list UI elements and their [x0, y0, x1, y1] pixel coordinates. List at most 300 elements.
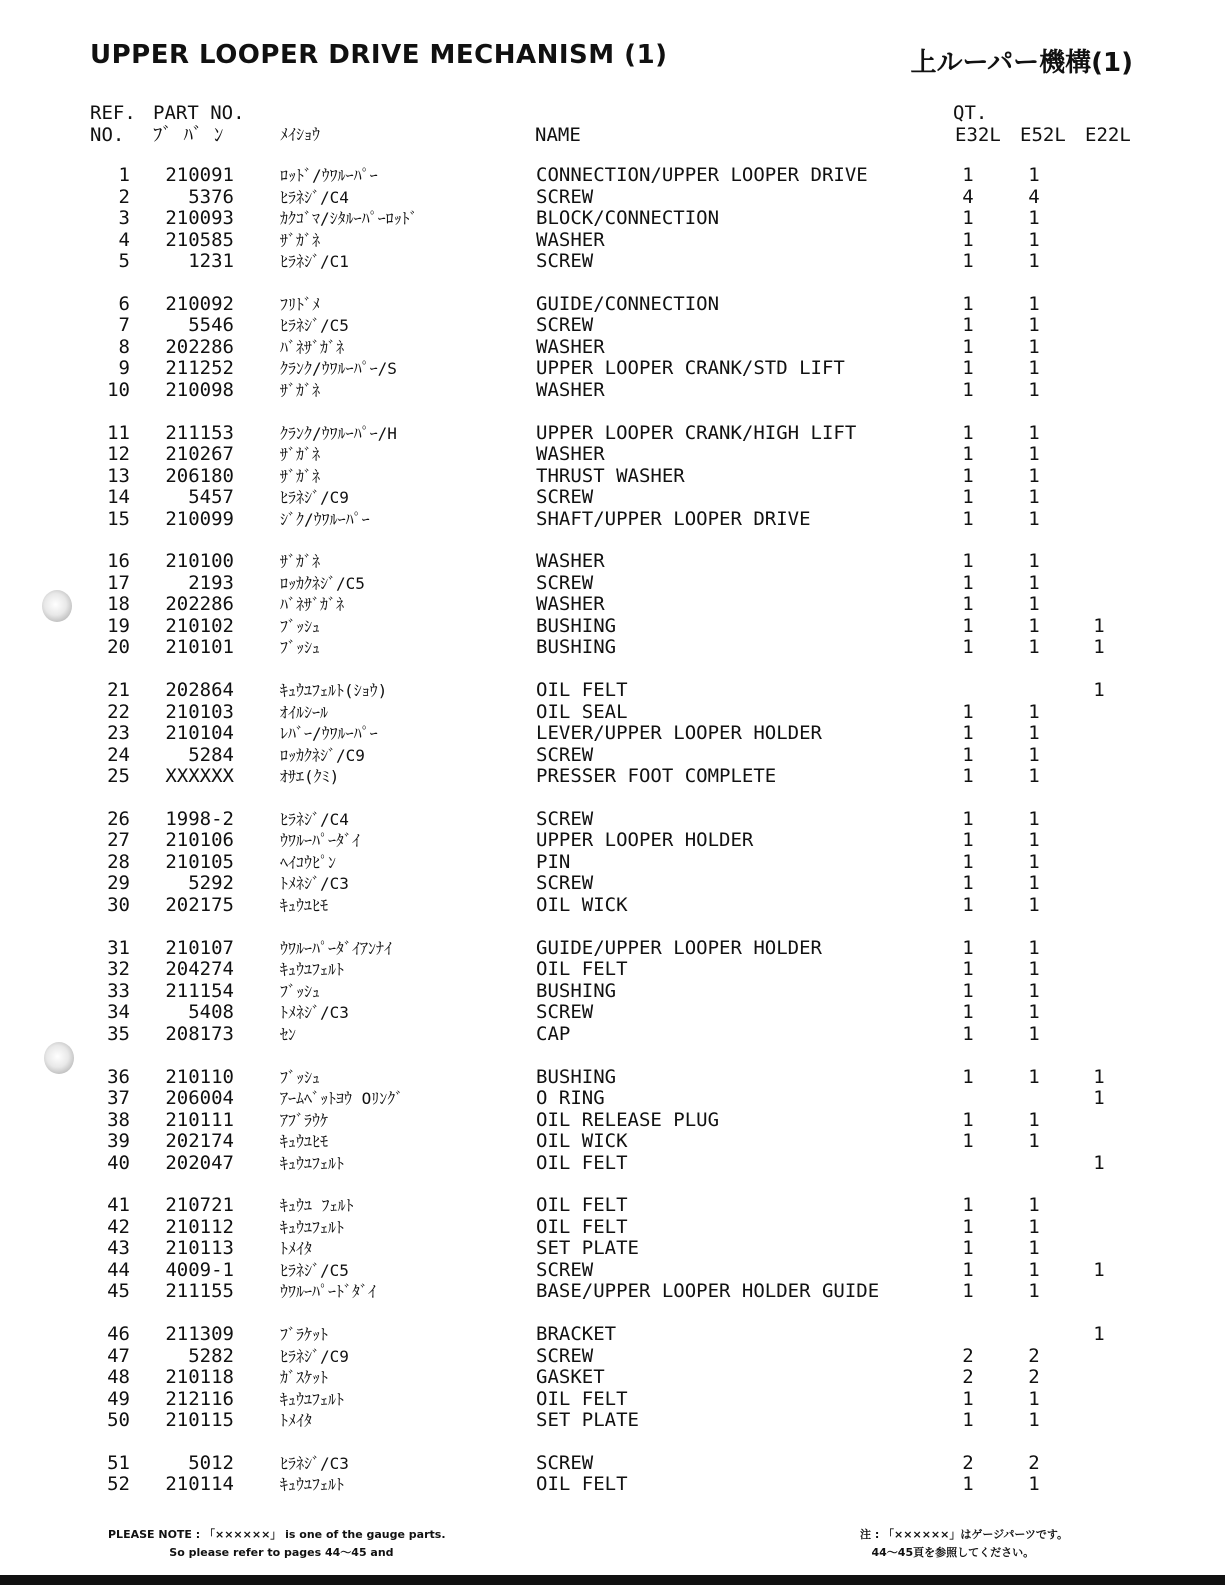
meisho: ｻﾞｶﾞﾈ: [280, 380, 321, 400]
part-no: 210104: [165, 722, 234, 745]
part-name: SCREW: [536, 486, 594, 509]
meisho: ｾﾝ: [280, 1024, 297, 1044]
qty-e32l: 1: [962, 1409, 974, 1432]
part-no: 202175: [165, 893, 234, 916]
meisho: ﾋﾗﾈｼﾞ/C5: [280, 316, 349, 336]
part-no: 1998-2: [165, 807, 234, 830]
ref-no: 20: [107, 636, 130, 659]
meisho: ﾛｯｶｸﾈｼﾞ/C9: [280, 745, 365, 765]
parts-table: [0, 165, 1225, 1517]
part-no: 210110: [165, 1065, 234, 1088]
part-name: PIN: [536, 850, 571, 873]
part-no: 5292: [188, 872, 234, 895]
table-row: [0, 1024, 1225, 1046]
part-name: SHAFT/UPPER LOOPER DRIVE: [536, 507, 811, 530]
qty-e52l: 1: [1028, 1065, 1040, 1088]
qty-e52l: 1: [1028, 1215, 1040, 1238]
ref-no: 24: [107, 743, 130, 766]
part-no: 211154: [165, 979, 234, 1002]
header-name: NAME: [535, 124, 581, 146]
qty-e32l: 1: [962, 850, 974, 873]
ref-no: 30: [107, 893, 130, 916]
part-no: 210098: [165, 378, 234, 401]
part-no: 202286: [165, 335, 234, 358]
part-name: BUSHING: [536, 636, 617, 659]
qty-e52l: 1: [1028, 1237, 1040, 1260]
part-name: SCREW: [536, 743, 594, 766]
ref-no: 33: [107, 979, 130, 1002]
qty-e32l: 4: [962, 185, 974, 208]
table-row: [0, 616, 1225, 638]
qty-e52l: 1: [1028, 829, 1040, 852]
ref-no: 27: [107, 829, 130, 852]
meisho: ﾄﾒｲﾀ: [280, 1411, 313, 1431]
part-no: 210099: [165, 507, 234, 530]
part-name: SET PLATE: [536, 1409, 639, 1432]
meisho: ﾋﾗﾈｼﾞ/C9: [280, 1346, 349, 1366]
table-row: [0, 1260, 1225, 1282]
part-no: 211309: [165, 1323, 234, 1346]
ref-no: 23: [107, 722, 130, 745]
part-no: 204274: [165, 958, 234, 981]
parts-group: [0, 165, 1225, 273]
part-name: BUSHING: [536, 614, 617, 637]
qty-e32l: 1: [962, 571, 974, 594]
part-no: 210111: [165, 1108, 234, 1131]
table-row: [0, 1346, 1225, 1368]
qty-e52l: 1: [1028, 1473, 1040, 1496]
qty-e32l: 1: [962, 1215, 974, 1238]
meisho: ﾋﾗﾈｼﾞ/C5: [280, 1260, 349, 1280]
ref-no: 12: [107, 443, 130, 466]
qty-e52l: 1: [1028, 958, 1040, 981]
table-row: [0, 766, 1225, 788]
part-name: UPPER LOOPER CRANK/STD LIFT: [536, 357, 845, 380]
meisho: ｷｭｳﾕﾌｪﾙﾄ: [280, 1389, 345, 1409]
ref-no: 17: [107, 571, 130, 594]
qty-e32l: 1: [962, 378, 974, 401]
qty-e32l: 1: [962, 250, 974, 272]
qty-e32l: 1: [962, 743, 974, 766]
part-no: 206180: [165, 464, 234, 487]
parts-group: [0, 423, 1225, 531]
qty-e32l: 1: [962, 936, 974, 959]
part-name: OIL FELT: [536, 1215, 628, 1238]
binder-hole: [42, 590, 72, 622]
qty-e32l: 1: [962, 1237, 974, 1260]
qty-e32l: 1: [962, 872, 974, 895]
qty-e52l: 4: [1028, 185, 1040, 208]
meisho: ｶｸｺﾞﾏ/ｼﾀﾙｰﾊﾟｰﾛｯﾄﾞ: [280, 209, 418, 228]
table-row: [0, 594, 1225, 616]
qty-e52l: 1: [1028, 486, 1040, 509]
part-no: 210091: [165, 164, 234, 186]
qty-e52l: 1: [1028, 550, 1040, 573]
meisho: ﾊﾞﾈｻﾞｶﾞﾈ: [280, 595, 345, 615]
ref-no: 31: [107, 936, 130, 959]
qty-e52l: 1: [1028, 1130, 1040, 1153]
qty-e52l: 1: [1028, 936, 1040, 959]
part-no: 5408: [188, 1001, 234, 1024]
table-row: [0, 809, 1225, 831]
qty-e22l: 1: [1093, 636, 1105, 659]
part-no: 5457: [188, 486, 234, 509]
meisho: ｷｭｳﾕﾋﾓ: [280, 895, 329, 915]
qty-e22l: 1: [1093, 1323, 1105, 1346]
part-no: 202286: [165, 593, 234, 616]
meisho: ﾌﾘﾄﾞﾒ: [280, 294, 321, 314]
ref-no: 25: [107, 765, 130, 788]
ref-no: 35: [107, 1022, 130, 1045]
parts-group: [0, 809, 1225, 917]
part-name: OIL WICK: [536, 1130, 628, 1153]
table-row: [0, 1002, 1225, 1024]
part-name: UPPER LOOPER CRANK/HIGH LIFT: [536, 421, 857, 444]
table-row: [0, 165, 1225, 187]
ref-no: 3: [118, 207, 130, 229]
part-no: 210092: [165, 292, 234, 315]
qty-e52l: 1: [1028, 1280, 1040, 1303]
table-row: [0, 358, 1225, 380]
part-no: 5282: [188, 1344, 234, 1367]
qty-e32l: 1: [962, 829, 974, 852]
qty-e52l: 1: [1028, 1108, 1040, 1131]
part-no: 210102: [165, 614, 234, 637]
qty-e32l: 1: [962, 164, 974, 186]
qty-e32l: 1: [962, 1473, 974, 1496]
ref-no: 14: [107, 486, 130, 509]
qty-e52l: 1: [1028, 357, 1040, 380]
part-no: XXXXXX: [165, 765, 234, 788]
parts-group: [0, 1067, 1225, 1175]
ref-no: 2: [118, 185, 130, 208]
meisho: ﾍｲｺｳﾋﾟﾝ: [280, 852, 337, 872]
part-name: SCREW: [536, 1451, 594, 1474]
qty-e32l: 1: [962, 207, 974, 229]
qty-e52l: 1: [1028, 850, 1040, 873]
table-row: [0, 1131, 1225, 1153]
part-no: 5376: [188, 185, 234, 208]
part-no: 210101: [165, 636, 234, 659]
part-no: 202174: [165, 1130, 234, 1153]
meisho: ﾛｯｶｸﾈｼﾞ/C5: [280, 573, 365, 593]
meisho: ﾛｯﾄﾞ/ｳﾜﾙｰﾊﾟｰ: [280, 166, 378, 185]
part-no: 5012: [188, 1451, 234, 1474]
part-name: SCREW: [536, 807, 594, 830]
meisho: ｱﾌﾞﾗｳｹ: [280, 1110, 329, 1130]
ref-no: 42: [107, 1215, 130, 1238]
table-row: [0, 1238, 1225, 1260]
part-no: 210267: [165, 443, 234, 466]
ref-no: 9: [118, 357, 130, 380]
part-no: 210105: [165, 850, 234, 873]
table-row: [0, 637, 1225, 659]
parts-group: [0, 1453, 1225, 1496]
qty-e52l: 1: [1028, 250, 1040, 272]
qty-e32l: 1: [962, 979, 974, 1002]
table-row: [0, 487, 1225, 509]
table-row: [0, 573, 1225, 595]
part-name: OIL SEAL: [536, 700, 628, 723]
qty-e52l: 1: [1028, 1194, 1040, 1217]
table-row: [0, 1453, 1225, 1475]
part-no: 211155: [165, 1280, 234, 1303]
meisho: ﾋﾗﾈｼﾞ/C3: [280, 1453, 349, 1473]
part-no: 210113: [165, 1237, 234, 1260]
part-no: 5284: [188, 743, 234, 766]
qty-e32l: 1: [962, 1001, 974, 1024]
part-name: PRESSER FOOT COMPLETE: [536, 765, 777, 788]
ref-no: 22: [107, 700, 130, 723]
meisho: ｷｭｳﾕ ﾌｪﾙﾄ: [280, 1196, 354, 1216]
table-row: [0, 230, 1225, 252]
meisho: ﾄﾒﾈｼﾞ/C3: [280, 874, 349, 894]
part-name: WASHER: [536, 378, 605, 401]
part-no: 4009-1: [165, 1258, 234, 1281]
table-row: [0, 1088, 1225, 1110]
ref-no: 40: [107, 1151, 130, 1174]
qty-e32l: 1: [962, 357, 974, 380]
part-name: SCREW: [536, 1258, 594, 1281]
meisho: ｸﾗﾝｸ/ｳﾜﾙｰﾊﾟｰ/S: [280, 359, 397, 379]
parts-group: [0, 1195, 1225, 1303]
part-name: WASHER: [536, 550, 605, 573]
qty-e52l: 1: [1028, 593, 1040, 616]
qty-e32l: 1: [962, 421, 974, 444]
qty-e52l: 1: [1028, 614, 1040, 637]
header-e52l: E52L: [1020, 124, 1066, 146]
meisho: ﾊﾞﾈｻﾞｶﾞﾈ: [280, 337, 345, 357]
header-meisho: ﾒｲｼｮｳ: [280, 125, 321, 144]
qty-e32l: 1: [962, 464, 974, 487]
part-name: THRUST WASHER: [536, 464, 685, 487]
qty-e52l: 1: [1028, 722, 1040, 745]
qty-e52l: 1: [1028, 872, 1040, 895]
ref-no: 52: [107, 1473, 130, 1496]
table-row: [0, 938, 1225, 960]
part-name: SCREW: [536, 1001, 594, 1024]
table-row: [0, 852, 1225, 874]
meisho: ﾋﾗﾈｼﾞ/C1: [280, 252, 349, 271]
part-name: BRACKET: [536, 1323, 617, 1346]
part-no: 210100: [165, 550, 234, 573]
ref-no: 21: [107, 679, 130, 702]
parts-group: [0, 551, 1225, 659]
part-no: 211153: [165, 421, 234, 444]
ref-no: 16: [107, 550, 130, 573]
meisho: ﾌﾞﾗｹｯﾄ: [280, 1325, 329, 1345]
table-row: [0, 1367, 1225, 1389]
part-no: 210103: [165, 700, 234, 723]
qty-e32l: 1: [962, 636, 974, 659]
part-name: BUSHING: [536, 1065, 617, 1088]
table-row: [0, 509, 1225, 531]
page-title: UPPER LOOPER DRIVE MECHANISM (1): [90, 40, 668, 70]
qty-e22l: 1: [1093, 1151, 1105, 1174]
meisho: ｷｭｳﾕﾌｪﾙﾄ: [280, 960, 345, 980]
part-name: O RING: [536, 1087, 605, 1110]
meisho: ｳﾜﾙｰﾊﾟｰﾀﾞｲｱﾝﾅｲ: [280, 938, 393, 958]
ref-no: 37: [107, 1087, 130, 1110]
ref-no: 49: [107, 1387, 130, 1410]
qty-e52l: 1: [1028, 228, 1040, 251]
part-name: SCREW: [536, 314, 594, 337]
qty-e32l: 1: [962, 292, 974, 315]
part-no: 210093: [165, 207, 234, 229]
qty-e32l: 1: [962, 765, 974, 788]
ref-no: 32: [107, 958, 130, 981]
binder-hole: [44, 1042, 74, 1074]
meisho: ｷｭｳﾕﾌｪﾙﾄ: [280, 1475, 345, 1495]
table-row: [0, 1281, 1225, 1303]
header-part-no: PART NO. ﾌﾞ ﾊﾞ ﾝ: [153, 102, 245, 146]
part-name: BLOCK/CONNECTION: [536, 207, 720, 229]
part-no: 5546: [188, 314, 234, 337]
table-row: [0, 251, 1225, 273]
meisho: ﾋﾗﾈｼﾞ/C4: [280, 809, 349, 829]
table-row: [0, 1217, 1225, 1239]
qty-e52l: 1: [1028, 207, 1040, 229]
table-row: [0, 959, 1225, 981]
qty-e32l: 2: [962, 1451, 974, 1474]
page-title-japanese: 上ルーパー機構(1): [910, 48, 1133, 78]
qty-e32l: 1: [962, 335, 974, 358]
meisho: ﾋﾗﾈｼﾞ/C4: [280, 187, 349, 207]
qty-e52l: 1: [1028, 1387, 1040, 1410]
qty-e22l: 1: [1093, 614, 1105, 637]
qty-e32l: 1: [962, 700, 974, 723]
ref-no: 28: [107, 850, 130, 873]
part-name: WASHER: [536, 593, 605, 616]
qty-e52l: 1: [1028, 314, 1040, 337]
part-no: 208173: [165, 1022, 234, 1045]
part-name: GASKET: [536, 1366, 605, 1389]
qty-e22l: 1: [1093, 1065, 1105, 1088]
qty-e32l: 1: [962, 614, 974, 637]
part-name: OIL FELT: [536, 1194, 628, 1217]
meisho: ｷｭｳﾕﾌｪﾙﾄ: [280, 1153, 345, 1173]
part-name: SET PLATE: [536, 1237, 639, 1260]
qty-e32l: 1: [962, 1022, 974, 1045]
qty-e52l: 1: [1028, 292, 1040, 315]
ref-no: 8: [118, 335, 130, 358]
meisho: ｷｭｳﾕﾌｪﾙﾄ: [280, 1217, 345, 1237]
footer-note-english: PLEASE NOTE : 「××××××」 is one of the gauge parts. So please refer to pages 44～45 and: [108, 1528, 446, 1559]
qty-e22l: 1: [1093, 1087, 1105, 1110]
qty-e32l: 2: [962, 1344, 974, 1367]
qty-e32l: 1: [962, 314, 974, 337]
ref-no: 48: [107, 1366, 130, 1389]
ref-no: 13: [107, 464, 130, 487]
parts-group: [0, 1324, 1225, 1432]
qty-e52l: 1: [1028, 571, 1040, 594]
ref-no: 18: [107, 593, 130, 616]
table-row: [0, 1153, 1225, 1175]
qty-e52l: 1: [1028, 979, 1040, 1002]
qty-e32l: 1: [962, 507, 974, 530]
part-name: BUSHING: [536, 979, 617, 1002]
parts-group: [0, 294, 1225, 402]
qty-e52l: 1: [1028, 636, 1040, 659]
table-row: [0, 1110, 1225, 1132]
qty-e52l: 1: [1028, 443, 1040, 466]
meisho: ﾌﾞｯｼｭ: [280, 981, 321, 1001]
qty-e32l: 1: [962, 1387, 974, 1410]
part-name: WASHER: [536, 443, 605, 466]
qty-e52l: 1: [1028, 507, 1040, 530]
ref-no: 6: [118, 292, 130, 315]
table-row: [0, 208, 1225, 230]
qty-e52l: 1: [1028, 743, 1040, 766]
part-no: 212116: [165, 1387, 234, 1410]
qty-e32l: 1: [962, 1194, 974, 1217]
qty-e52l: 1: [1028, 421, 1040, 444]
part-no: 210115: [165, 1409, 234, 1432]
part-no: 206004: [165, 1087, 234, 1110]
part-name: OIL FELT: [536, 679, 628, 702]
table-row: [0, 745, 1225, 767]
parts-group: [0, 938, 1225, 1046]
table-row: [0, 1324, 1225, 1346]
table-row: [0, 1195, 1225, 1217]
meisho: ﾄﾒﾈｼﾞ/C3: [280, 1003, 349, 1023]
ref-no: 7: [118, 314, 130, 337]
table-row: [0, 187, 1225, 209]
qty-e52l: 1: [1028, 1022, 1040, 1045]
qty-e32l: 1: [962, 722, 974, 745]
part-name: SCREW: [536, 872, 594, 895]
part-name: CAP: [536, 1022, 571, 1045]
part-name: LEVER/UPPER LOOPER HOLDER: [536, 722, 822, 745]
qty-e32l: 1: [962, 593, 974, 616]
qty-e32l: 1: [962, 893, 974, 916]
meisho: ｳﾜﾙｰﾊﾟｰﾀﾞｲ: [280, 831, 361, 851]
table-row: [0, 423, 1225, 445]
part-no: 210112: [165, 1215, 234, 1238]
table-row: [0, 1410, 1225, 1432]
part-name: OIL FELT: [536, 1151, 628, 1174]
part-name: OIL FELT: [536, 1387, 628, 1410]
table-row: [0, 315, 1225, 337]
qty-e52l: 1: [1028, 464, 1040, 487]
qty-e52l: 1: [1028, 765, 1040, 788]
ref-no: 34: [107, 1001, 130, 1024]
table-row: [0, 380, 1225, 402]
ref-no: 29: [107, 872, 130, 895]
header-qty: QT.: [953, 102, 988, 124]
header-e32l: E32L: [955, 124, 1001, 146]
ref-no: 36: [107, 1065, 130, 1088]
qty-e52l: 2: [1028, 1366, 1040, 1389]
table-row: [0, 1474, 1225, 1496]
part-no: 210107: [165, 936, 234, 959]
table-row: [0, 551, 1225, 573]
meisho: ｷｭｳﾕﾌｪﾙﾄ(ｼｮｳ): [280, 681, 388, 701]
ref-no: 5: [118, 250, 130, 272]
qty-e52l: 1: [1028, 700, 1040, 723]
qty-e52l: 1: [1028, 893, 1040, 916]
part-no: 210585: [165, 228, 234, 251]
ref-no: 15: [107, 507, 130, 530]
meisho: ｻﾞｶﾞﾈ: [280, 552, 321, 572]
ref-no: 19: [107, 614, 130, 637]
qty-e32l: 1: [962, 1065, 974, 1088]
table-row: [0, 1389, 1225, 1411]
meisho: ｵｻｴ(ｸﾐ): [280, 767, 340, 787]
ref-no: 44: [107, 1258, 130, 1281]
part-no: 2193: [188, 571, 234, 594]
parts-group: [0, 680, 1225, 788]
